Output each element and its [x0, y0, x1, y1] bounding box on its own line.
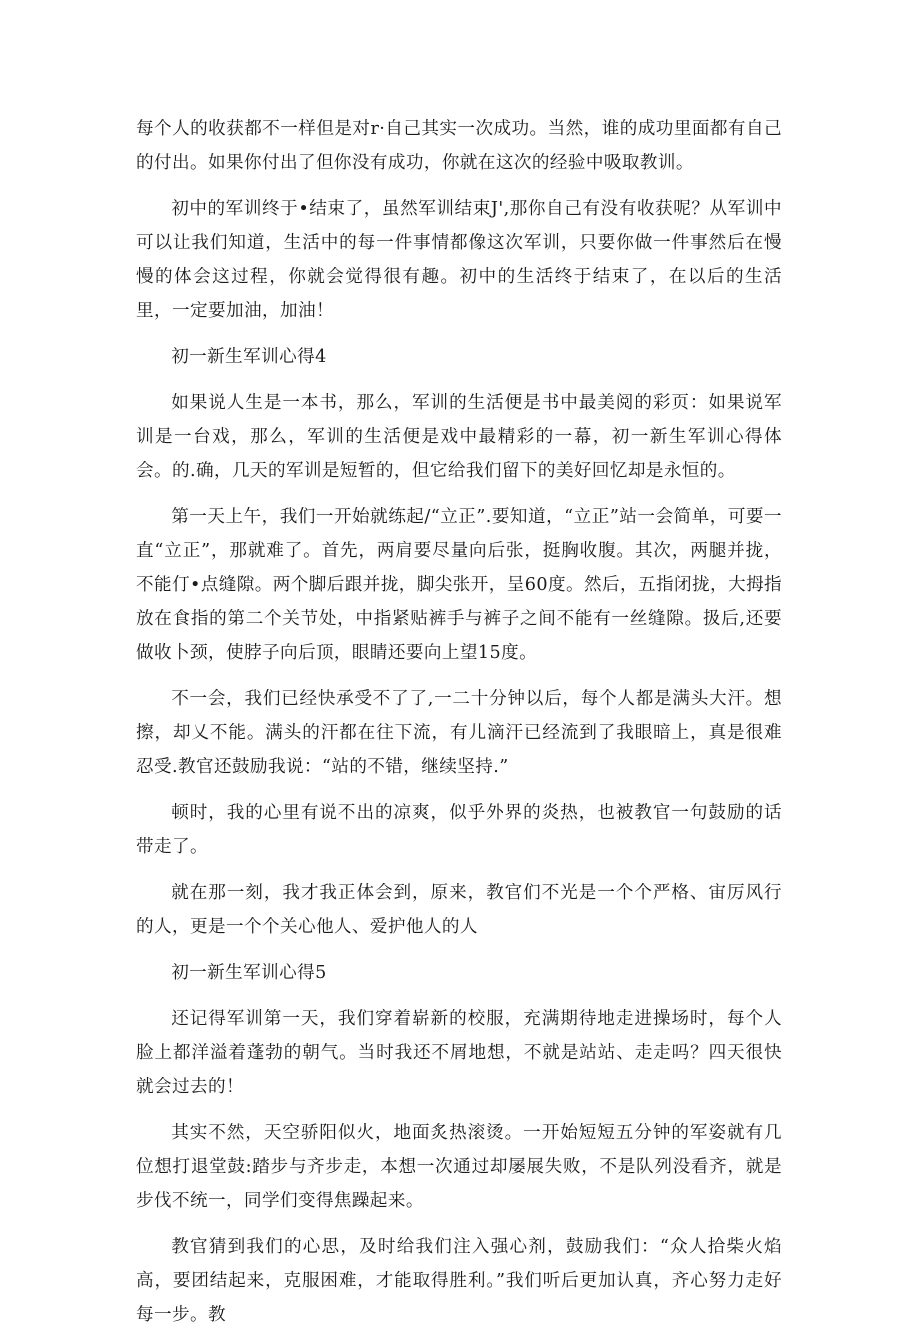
document-body — [136, 112, 782, 1344]
paragraph-1: 每个人的收获都不一样但是对r·自己其实一次成功。当然，谁的成功里面都有自己的付出。如果你付出了但你没有成功，你就在这次的经验中吸取教训。 — [136, 119, 782, 173]
paragraph-8: 还记得军训第一天，我们穿着崭新的校服，充满期待地走进操场时，每个人脸上都洋溢着蓬勃的朝气。当时我还不屑地想，不就是站站、走走吗？四天很快就会过去的！ — [136, 1009, 782, 1097]
paragraph-2: 初中的军训终于•结束了，虽然军训结束J',那你自己有没有收获呢？从军训中可以让我们知道，生活中的每一件事情都像这次军训，只要你做一件事然后在慢慢的体会这过程，你就会觉得很有趣。初中的生活终于结束了，在以后的生活里，一定要加油，加油！ — [136, 199, 782, 321]
paragraph-7: 就在那一刻，我才我正体会到，原来，教官们不光是一个个严格、宙厉风行的人，更是一个个关心他人、爱护他人的人 — [136, 883, 782, 937]
paragraph-6: 顿时，我的心里有说不出的凉爽，似乎外界的炎热，也被教官一句鼓励的话带走了。 — [136, 803, 782, 857]
paragraph-9: 其实不然，天空骄阳似火，地面炙热滚烫。一开始短短五分钟的军姿就有几位想打退堂鼓:踏步与齐步走，本想一次通过却屡展失败，不是队列没看齐，就是步伐不统一，同学们变得焦躁起来。 — [136, 1123, 782, 1211]
section-heading-4: 初一新生军训心得4 — [171, 347, 327, 367]
paragraph-10: 教官猜到我们的心思，及时给我们注入强心剂，鼓励我们：“众人拾柴火焰高，要团结起来，克服困难，才能取得胜利。”我们听后更加认真，齐心努力走好每一步。教 — [136, 1237, 782, 1325]
paragraph-3: 如果说人生是一本书，那么，军训的生活便是书中最美阅的彩页：如果说军训是一台戏，那么，军训的生活便是戏中最精彩的一幕，初一新生军训心得体会。的.确，几天的军训是短暂的，但它给我们留下的美好回忆却是永恒的。 — [136, 393, 782, 481]
paragraph-5: 不一会，我们已经快承受不了了,一二十分钟以后，每个人都是满头大汗。想擦，却乂不能。满头的汗都在往下流，有儿滴汗已经流到了我眼暗上，真是很难忍受.教官还鼓励我说：“站的不错，继续坚持.” — [136, 689, 782, 777]
paragraph-4: 第一天上午，我们一开始就练起/“立正”.要知道，“立正”站一会简单，可要一直“立正”，那就难了。首先，两肩要尽量向后张，挺胸收腹。其次，两腿并拢，不能仃•点缝隙。两个脚后跟并拢，脚尖张开，呈60度。然后，五指闭拢，大拇指放在食指的第二个关节处，中指紧贴裤手与裤子之间不能有一丝缝隙。扱后,还要做收卜颈，使脖子向后顶，眼睛还要向上望15度。 — [136, 507, 782, 663]
section-heading-5: 初一新生军训心得5 — [171, 963, 327, 983]
